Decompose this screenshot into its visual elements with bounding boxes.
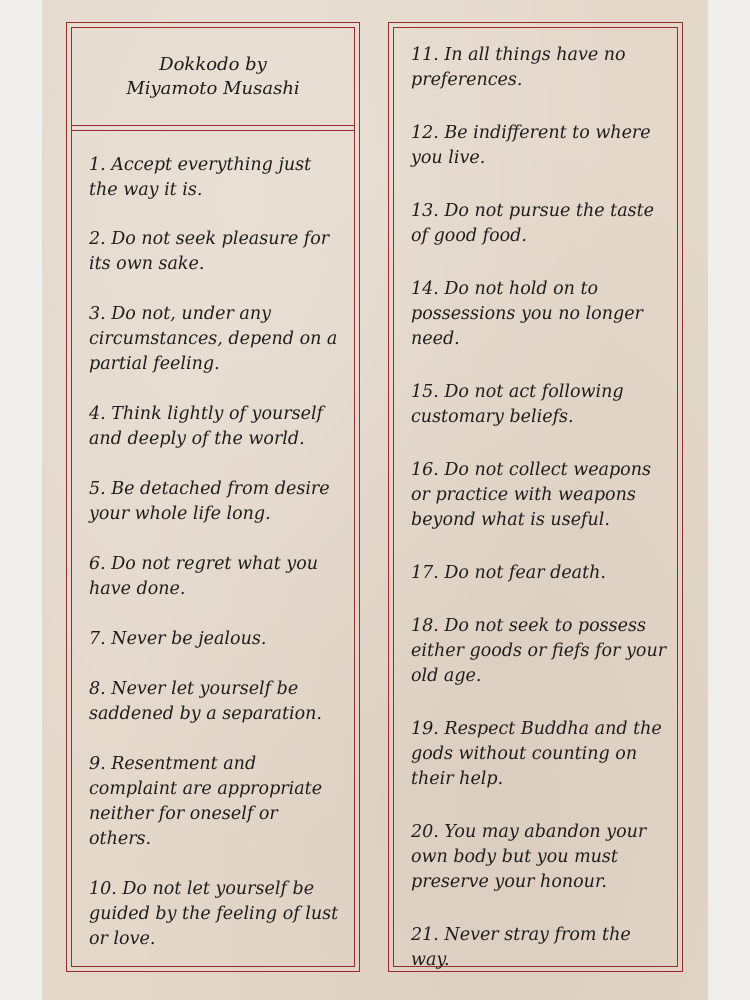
rule-4: 4. Think lightly of yourself and deeply of the world.: [89, 404, 324, 449]
rule-17: 17. Do not fear death.: [411, 563, 606, 583]
rule-19: 19. Respect Buddha and the gods without counting on their help.: [411, 719, 662, 789]
rule-18: 18. Do not seek to possess either goods or fiefs for your old age.: [411, 616, 667, 686]
rule-21: 21. Never stray from the way.: [411, 925, 631, 970]
rule-6: 6. Do not regret what you have done.: [89, 554, 319, 599]
rules-list-right: [411, 43, 668, 973]
rule-12: 12. Be indifferent to where you live.: [411, 123, 651, 168]
rule-2: 2. Do not seek pleasure for its own sake.: [89, 229, 330, 274]
rule-1: 1. Accept everything just the way it is.: [89, 155, 312, 200]
rule-11: 11. In all things have no preferences.: [411, 45, 626, 90]
rule-16: 16. Do not collect weapons or practice with weapons beyond what is useful.: [411, 460, 651, 530]
header-divider-line: [71, 125, 355, 126]
left-panel: [66, 22, 360, 972]
rule-20: 20. You may abandon your own body but you must preserve your honour.: [411, 822, 647, 892]
rule-14: 14. Do not hold on to possessions you no longer need.: [411, 279, 643, 349]
rule-5: 5. Be detached from desire your whole life long.: [89, 479, 330, 524]
rule-8: 8. Never let yourself be saddened by a separation.: [89, 679, 322, 724]
title-block: [67, 23, 359, 131]
right-panel: [388, 22, 683, 972]
rule-15: 15. Do not act following customary beliefs.: [411, 382, 624, 427]
title-line-1: Dokkodo by: [159, 54, 267, 75]
rule-13: 13. Do not pursue the taste of good food.: [411, 201, 654, 246]
rule-9: 9. Resentment and complaint are appropriate neither for oneself or others.: [89, 754, 323, 849]
paper-sheet: [42, 0, 708, 1000]
rules-list-left: [89, 153, 345, 952]
title-line-2: Miyamoto Musashi: [126, 78, 300, 99]
rule-7: 7. Never be jealous.: [89, 629, 267, 649]
rule-3: 3. Do not, under any circumstances, depend on a partial feeling.: [89, 304, 338, 374]
header-divider-line: [71, 130, 355, 131]
rule-10: 10. Do not let yourself be guided by the feeling of lust or love.: [89, 879, 339, 949]
